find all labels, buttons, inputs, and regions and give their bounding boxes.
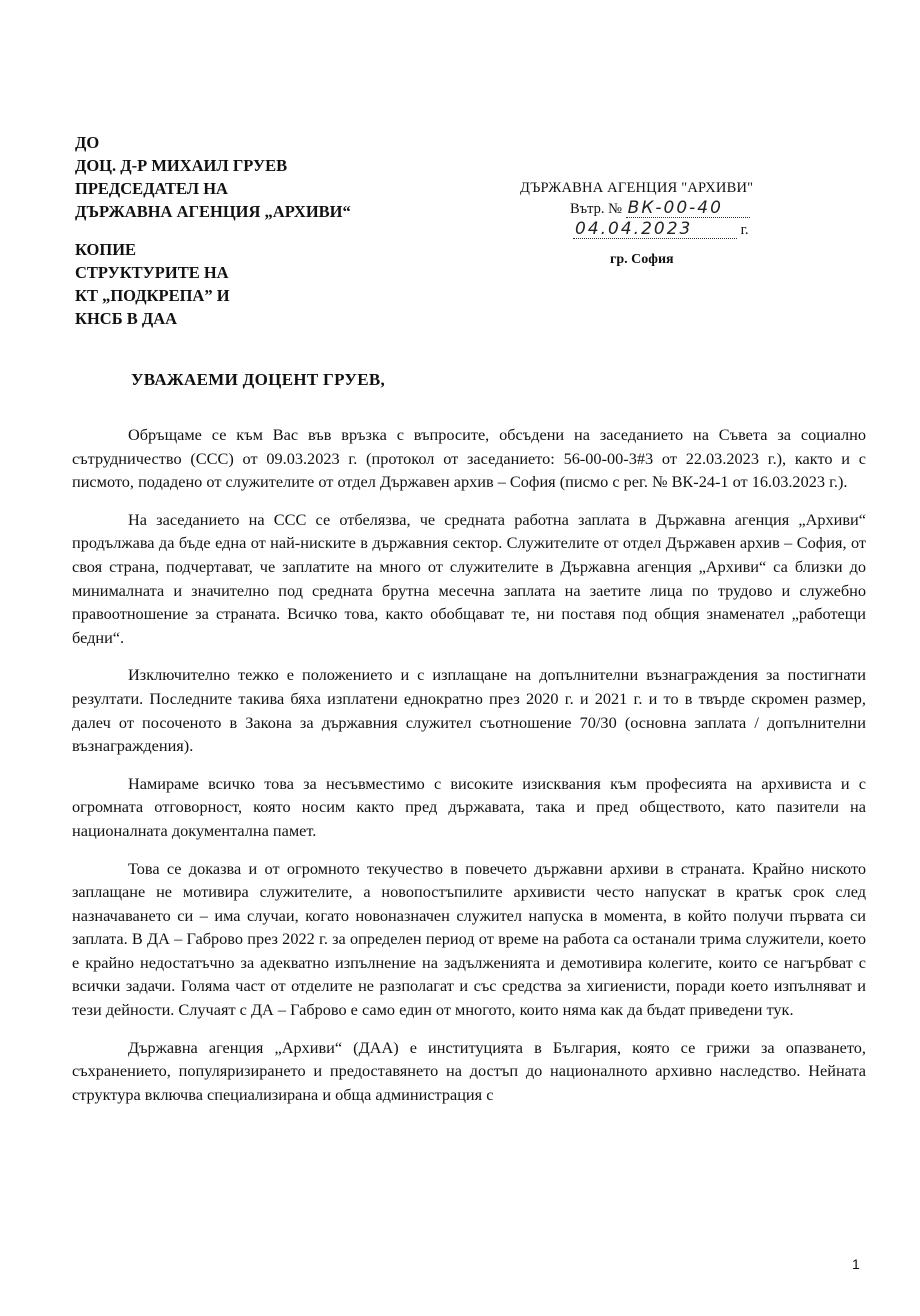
copy-to-line: КТ „ПОДКРЕПА” И <box>75 286 230 305</box>
letter-body <box>72 423 866 1120</box>
stamp-number-row <box>520 199 820 220</box>
stamp-number-value: ВК-00-40 <box>626 199 750 218</box>
body-paragraph: Това се доказва и от огромното текучество в повечето държавни архиви в страната. Крайно ниското заплащане не мотивира служителите, а новопостъпилите архивисти често напускат в кратък срок след назначаването си – има случаи, когато новоназначен служител напуска в момента, в който получи първата си заплата. В ДА – Габрово през 2022 г. за определен период от време на работа са останали трима служители, което е крайно недостатъчно за адекватно изпълнение на задълженията и демотивира колегите, които се нагърбват с всички задачи. Голяма част от отделите не разполагат и със средства за хигиенисти, поради което изпълняват и тези дейности. Случаят с ДА – Габрово е само един от многото, които няма как да бъдат приведени тук. <box>72 858 866 1020</box>
body-paragraph: Изключително тежко е положението и с изплащане на допълнителни възнаграждения за постигнати резултати. Последните такива бяха изплатени еднократно през 2020 г. и 2021 г. и то в твърде скромен размер, далеч от посоченото в Закона за държавния служител съотношение 70/30 (основна заплата / допълнителни възнаграждения). <box>72 665 866 756</box>
body-paragraph: Държавна агенция „Архиви“ (ДАА) е институцията в България, която се грижи за опазването, съхранението, популяризирането и предоставянето на достъп до националното архивно наследство. Нейната структура включва специализирана и обща администрация с <box>72 1037 866 1104</box>
registration-stamp <box>520 178 820 270</box>
recipient-line: ДО <box>75 133 100 152</box>
copy-to-line: КОПИЕ <box>75 240 137 259</box>
stamp-date-suffix: г. <box>740 222 749 238</box>
recipient-line: ДОЦ. Д-Р МИХАИЛ ГРУЕВ <box>75 156 288 175</box>
recipient-line: ПРЕДСЕДАТЕЛ НА <box>75 179 228 198</box>
body-paragraph: На заседанието на ССС се отбелязва, че средната работна заплата в Държавна агенция „Архиви“ продължава да бъде една от най-ниските в държавния сектор. Служителите от отдел Държавен архив – София, от своя страна, подчертават, че заплатите на много от служителите в Държавна агенция „Архиви“ са близки до минималната и значително под средната брутна месечна заплата на заетите лица по трудово и служебно правоотношение за страната. Всичко това, както обобщават те, ни поставя под общия знаменател „работещи бедни“. <box>72 509 866 647</box>
stamp-date-value: 04.04.2023 <box>573 220 737 239</box>
recipient-line: ДЪРЖАВНА АГЕНЦИЯ „АРХИВИ“ <box>75 202 351 221</box>
salutation: УВАЖАЕМИ ДОЦЕНТ ГРУЕВ, <box>131 370 386 389</box>
copy-to-line: СТРУКТУРИТЕ НА <box>75 263 229 282</box>
copy-to-line: КНСБ В ДАА <box>75 309 178 328</box>
body-paragraph: Намираме всичко това за несъвместимо с високите изисквания към професията на архивиста и с огромната отговорност, която носим както пред държавата, така и пред обществото, като пазители на националната документална памет. <box>72 773 866 840</box>
stamp-number-label: Вътр. № <box>570 201 623 217</box>
page-number: 1 <box>852 1256 860 1272</box>
recipient-block <box>75 131 351 223</box>
body-paragraph: Обръщаме се към Вас във връзка с въпросите, обсъдени на заседанието на Съвета за социално сътрудничество (ССС) от 09.03.2023 г. (протокол от заседанието: 56-00-00-3#3 от 22.03.2023 г.), както и с писмото, подадено от служителите от отдел Държавен архив – София (писмо с рег. № ВК-24-1 от 16.03.2023 г.). <box>72 425 866 492</box>
stamp-date-row <box>520 220 820 241</box>
copy-to-block <box>75 238 230 330</box>
stamp-city: гр. София <box>610 252 674 267</box>
stamp-agency: ДЪРЖАВНА АГЕНЦИЯ "АРХИВИ" <box>520 180 754 196</box>
